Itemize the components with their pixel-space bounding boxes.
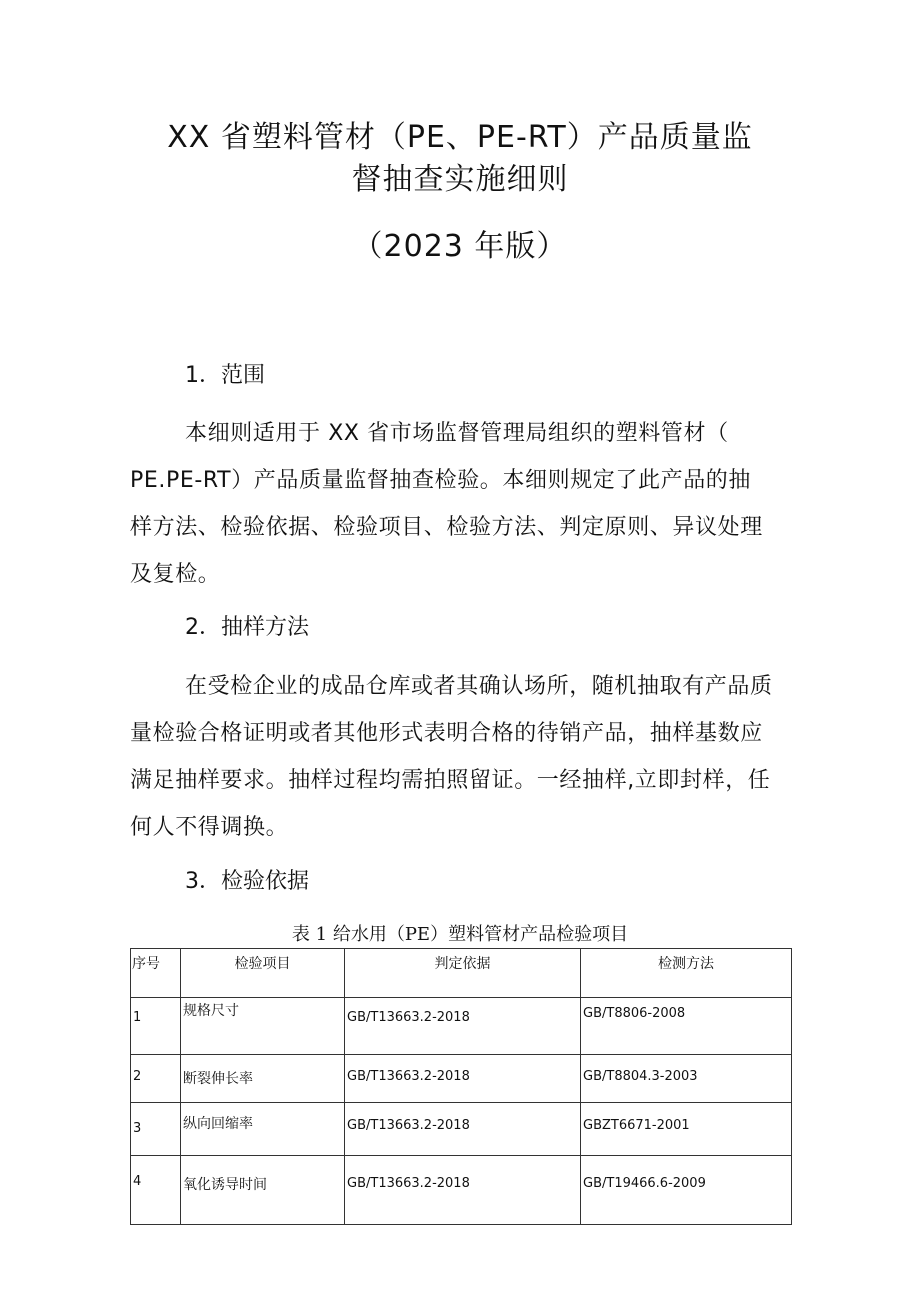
paragraph-line: 何人不得调换。: [130, 815, 289, 840]
table-row: [131, 998, 792, 1055]
inspection-items-table: [130, 948, 792, 1225]
cell-item: 规格尺寸: [181, 998, 345, 1055]
cell-method: GBZT6671-2001: [581, 1103, 792, 1156]
paragraph-line: 及复检。: [130, 562, 221, 587]
paragraph-line: PE.PE-RT）产品质量监督抽查检验。本细则规定了此产品的抽: [130, 468, 751, 493]
cell-method: GB/T8806-2008: [581, 998, 792, 1055]
header-no: 序号: [131, 949, 181, 998]
cell-no: 1: [131, 998, 181, 1055]
cell-basis: GB/T13663.2-2018: [345, 1055, 581, 1103]
paragraph-line: 本细则适用于 XX 省市场监督管理局组织的塑料管材（: [185, 421, 729, 446]
cell-no: 2: [131, 1055, 181, 1103]
table-row: [131, 1156, 792, 1225]
section-heading-sampling: 2．抽样方法: [185, 615, 309, 640]
section-heading-scope: 1．范围: [185, 363, 265, 388]
cell-basis: GB/T13663.2-2018: [345, 1156, 581, 1225]
header-item: 检验项目: [181, 949, 345, 998]
cell-basis: GB/T13663.2-2018: [345, 998, 581, 1055]
header-method: 检测方法: [581, 949, 792, 998]
cell-no: 3: [131, 1103, 181, 1156]
cell-item: 断裂伸长率: [181, 1055, 345, 1103]
cell-method: GB/T19466.6-2009: [581, 1156, 792, 1225]
section-body-sampling: [130, 663, 790, 851]
document-title-line-1: XX 省塑料管材（PE、PE-RT）产品质量监: [167, 120, 753, 155]
table-row: [131, 1055, 792, 1103]
table-row: [131, 1103, 792, 1156]
cell-item: 纵向回缩率: [181, 1103, 345, 1156]
paragraph-line: 量检验合格证明或者其他形式表明合格的待销产品，抽样基数应: [130, 721, 763, 746]
paragraph-line: 在受检企业的成品仓库或者其确认场所，随机抽取有产品质: [185, 674, 773, 699]
table-header-row: [131, 949, 792, 998]
document-title-line-2: 督抽查实施细则: [351, 162, 569, 197]
paragraph-line: 满足抽样要求。抽样过程均需拍照留证。一经抽样,立即封样，任: [130, 768, 771, 793]
cell-basis: GB/T13663.2-2018: [345, 1103, 581, 1156]
table-caption: 表 1 给水用（PE）塑料管材产品检验项目: [291, 924, 629, 945]
section-heading-basis: 3．检验依据: [185, 869, 309, 894]
document-edition: （2023 年版）: [352, 229, 568, 264]
section-body-scope: [130, 410, 790, 598]
cell-method: GB/T8804.3-2003: [581, 1055, 792, 1103]
header-basis: 判定依据: [345, 949, 581, 998]
cell-item: 氧化诱导时间: [181, 1156, 345, 1225]
cell-no: 4: [131, 1156, 181, 1225]
paragraph-line: 样方法、检验依据、检验项目、检验方法、判定原则、异议处理: [130, 515, 763, 540]
